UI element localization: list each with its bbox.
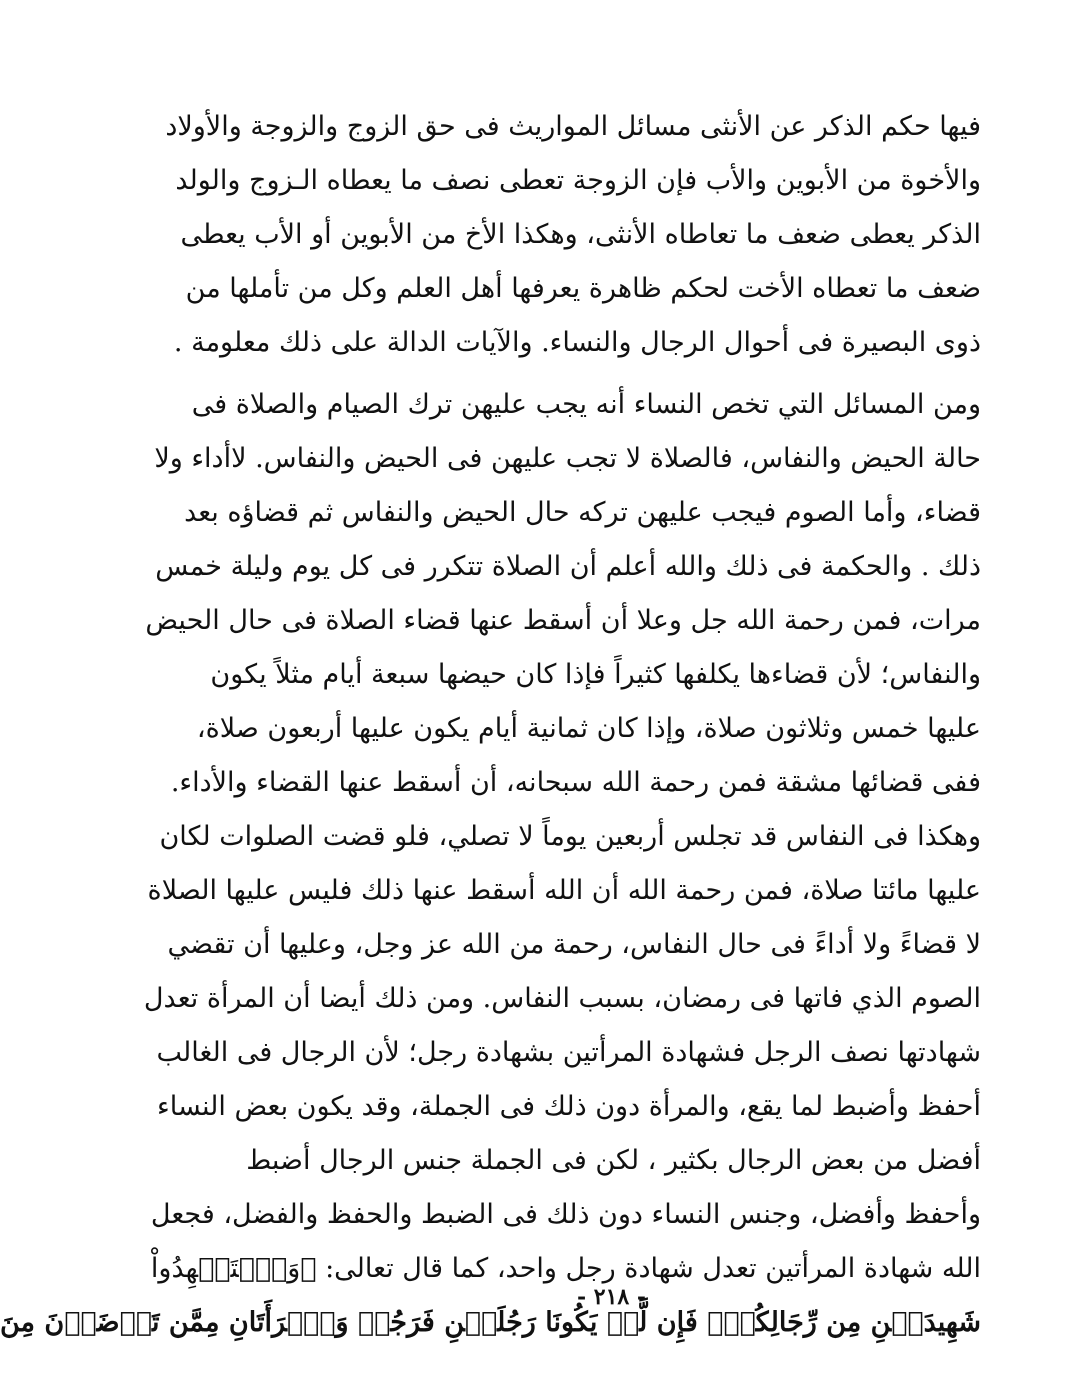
text-line: وأحفظ وأفضل، وجنس النساء دون ذلك فى الضبط والحفظ والفضل، فجعل (150, 1199, 981, 1230)
text-line: الله شهادة المرأتين تعدل شهادة رجل واحد، كما قال تعالى: ﴿وَٱسۡتَشۡهِدُواْ (150, 1253, 981, 1284)
text-line: الصوم الذي فاتها فى رمضان، بسبب النفاس. ومن ذلك أيضا أن المرأة تعدل (143, 983, 981, 1014)
paragraph-women-rulings (0, 378, 981, 1350)
text-line: والأخوة من الأبوين والأب فإن الزوجة تعطى نصف ما يعطاه الـزوج والولد (175, 165, 981, 196)
text-line: وهكذا فى النفاس قد تجلس أربعين يوماً لا تصلي، فلو قضت الصلوات لكان (159, 821, 981, 852)
text-line: مرات، فمن رحمة الله جل وعلا أن أسقط عنها قضاء الصلاة فى حال الحيض (145, 605, 981, 636)
text-line: ففى قضائها مشقة فمن رحمة الله سبحانه، أن أسقط عنها القضاء والأداء. (170, 767, 981, 798)
text-line: شهادتها نصف الرجل فشهادة المرأتين بشهادة رجل؛ لأن الرجال فى الغالب (156, 1037, 981, 1068)
text-line: ذلك . والحكمة فى ذلك والله أعلم أن الصلاة تتكرر فى كل يوم وليلة خمس (155, 551, 981, 582)
text-line: أحفظ وأضبط لما يقع، والمرأة دون ذلك فى الجملة، وقد يكون بعض النساء (157, 1091, 981, 1122)
text-line: عليها خمس وثلاثون صلاة، وإذا كان ثمانية أيام يكون عليها أربعون صلاة، (196, 713, 981, 744)
text-line: أفضل من بعض الرجال بكثير ، لكن فى الجملة جنس الرجال أضبط (246, 1145, 981, 1176)
text-line: حالة الحيض والنفاس، فالصلاة لا تجب عليهن فى الحيض والنفاس. لاأداء ولا (154, 443, 981, 474)
paragraph-spacer (249, 370, 981, 378)
text-line: لا قضاءً ولا أداءً فى حال النفاس، رحمة من الله عز وجل، وعليها أن تقضي (167, 929, 981, 960)
text-line: قضاء، وأما الصوم فيجب عليهن تركه حال الحيض والنفاس ثم قضاؤه بعد (184, 497, 981, 528)
text-line: والنفاس؛ لأن قضاءها يكلفها كثيراً فإذا كان حيضها سبعة أيام مثلاً يكون (210, 659, 981, 690)
text-line: ذوى البصيرة فى أحوال الرجال والنساء. والآيات الدالة على ذلك معلومة . (173, 327, 981, 358)
paragraph-inheritance (165, 100, 981, 370)
text-line: فيها حكم الذكر عن الأنثى مسائل المواريث فى حق الزوج والزوجة والأولاد (165, 111, 981, 142)
text-line: عليها مائتا صلاة، فمن رحمة الله أن الله أسقط عنها ذلك فليس عليها الصلاة (147, 875, 981, 906)
quran-verse-line: شَهِيدَيۡنِ مِن رِّجَالِكُمۡۖ فَإِن لَّمۡ يَكُونَا رَجُلَيۡنِ فَرَجُلٞ وَٱمۡرَأَتَانِ مِمَّن تَرۡضَوۡنَ مِنَ (0, 1307, 981, 1338)
text-line: الذكر يعطى ضعف ما تعاطاه الأنثى، وهكذا الأخ من الأبوين أو الأب يعطى (180, 219, 981, 250)
text-line: ضعف ما تعطاه الأخت لحكم ظاهرة يعرفها أهل العلم وكل من تأملها من (185, 273, 981, 304)
page-number: - ٢١٨ - (576, 1284, 647, 1310)
text-line: ومن المسائل التي تخص النساء أنه يجب عليهن ترك الصيام والصلاة فى (191, 389, 981, 420)
page-body (0, 100, 981, 1350)
